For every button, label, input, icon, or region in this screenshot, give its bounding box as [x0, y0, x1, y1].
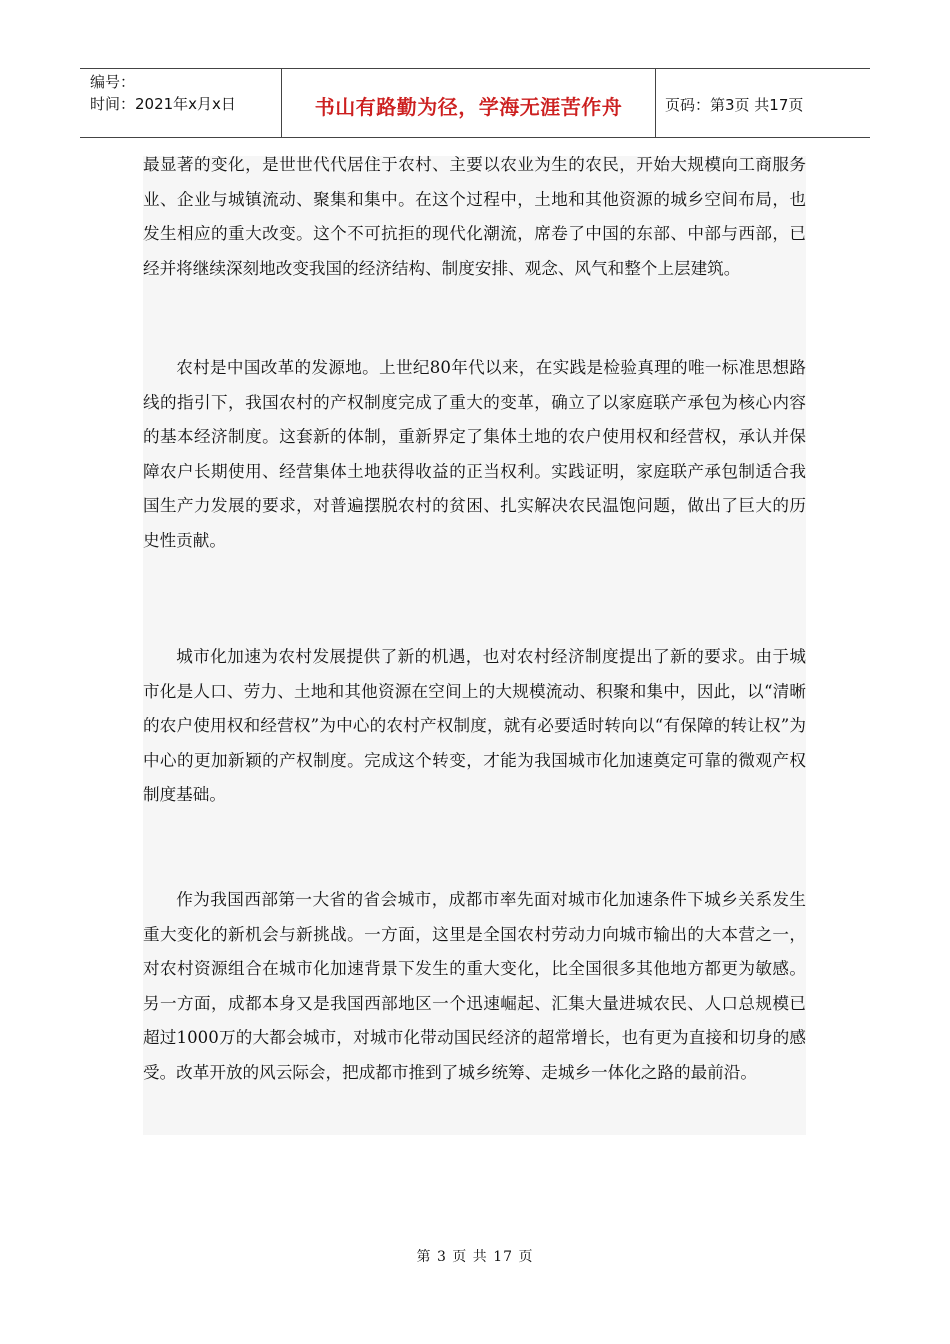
header-page-info: 页码：第3页 共17页	[665, 96, 804, 114]
paragraph-2: 农村是中国改革的发源地。上世纪80年代以来，在实践是检验真理的唯一标准思想路线的指引下，我国农村的产权制度完成了重大的变革，确立了以家庭联产承包为核心内容的基本经济制度。这套新的体制，重新界定了集体土地的农户使用权和经营权，承认并保障农户长期使用、经营集体土地获得收益的正当权利。实践证明，家庭联产承包制适合我国生产力发展的要求，对普遍摆脱农村的贫困、扎实解决农民温饱问题，做出了巨大的历史性贡献。	[143, 358, 806, 550]
header-meta-cell	[80, 69, 281, 137]
header-motto-cell	[281, 69, 656, 137]
page-footer: 第 3 页 共 17 页	[416, 1249, 534, 1265]
paragraph-3: 城市化加速为农村发展提供了新的机遇，也对农村经济制度提出了新的要求。由于城市化是人口、劳力、土地和其他资源在空间上的大规模流动、积聚和集中，因此，以“清晰的农户使用权和经营权”为中心的农村产权制度，就有必要适时转向以“有保障的转让权”为中心的更加新颖的产权制度。完成这个转变，才能为我国城市化加速奠定可靠的微观产权制度基础。	[143, 647, 806, 804]
header-motto: 书山有路勤为径，学海无涯苦作舟	[314, 95, 623, 119]
document-time-label: 时间：2021年x月x日	[90, 95, 236, 113]
header-page-cell	[655, 69, 870, 137]
document-body	[143, 156, 806, 1135]
paragraph-4: 作为我国西部第一大省的省会城市，成都市率先面对城市化加速条件下城乡关系发生重大变化的新机会与新挑战。一方面，这里是全国农村劳动力向城市输出的大本营之一，对农村资源组合在城市化加速背景下发生的重大变化，比全国很多其他地方都更为敏感。另一方面，成都本身又是我国西部地区一个迅速崛起、汇集大量进城农民、人口总规模已超过1000万的大都会城市，对城市化带动国民经济的超常增长，也有更为直接和切身的感受。改革开放的风云际会，把成都市推到了城乡统筹、走城乡一体化之路的最前沿。	[143, 890, 806, 1082]
page-header	[80, 68, 870, 138]
paragraph-1: 最显著的变化，是世世代代居住于农村、主要以农业为生的农民，开始大规模向工商服务业、企业与城镇流动、聚集和集中。在这个过程中，土地和其他资源的城乡空间布局，也发生相应的重大改变。这个不可抗拒的现代化潮流，席卷了中国的东部、中部与西部，已经并将继续深刻地改变我国的经济结构、制度安排、观念、风气和整个上层建筑。	[143, 155, 806, 278]
document-number-label: 编号：	[90, 73, 136, 91]
